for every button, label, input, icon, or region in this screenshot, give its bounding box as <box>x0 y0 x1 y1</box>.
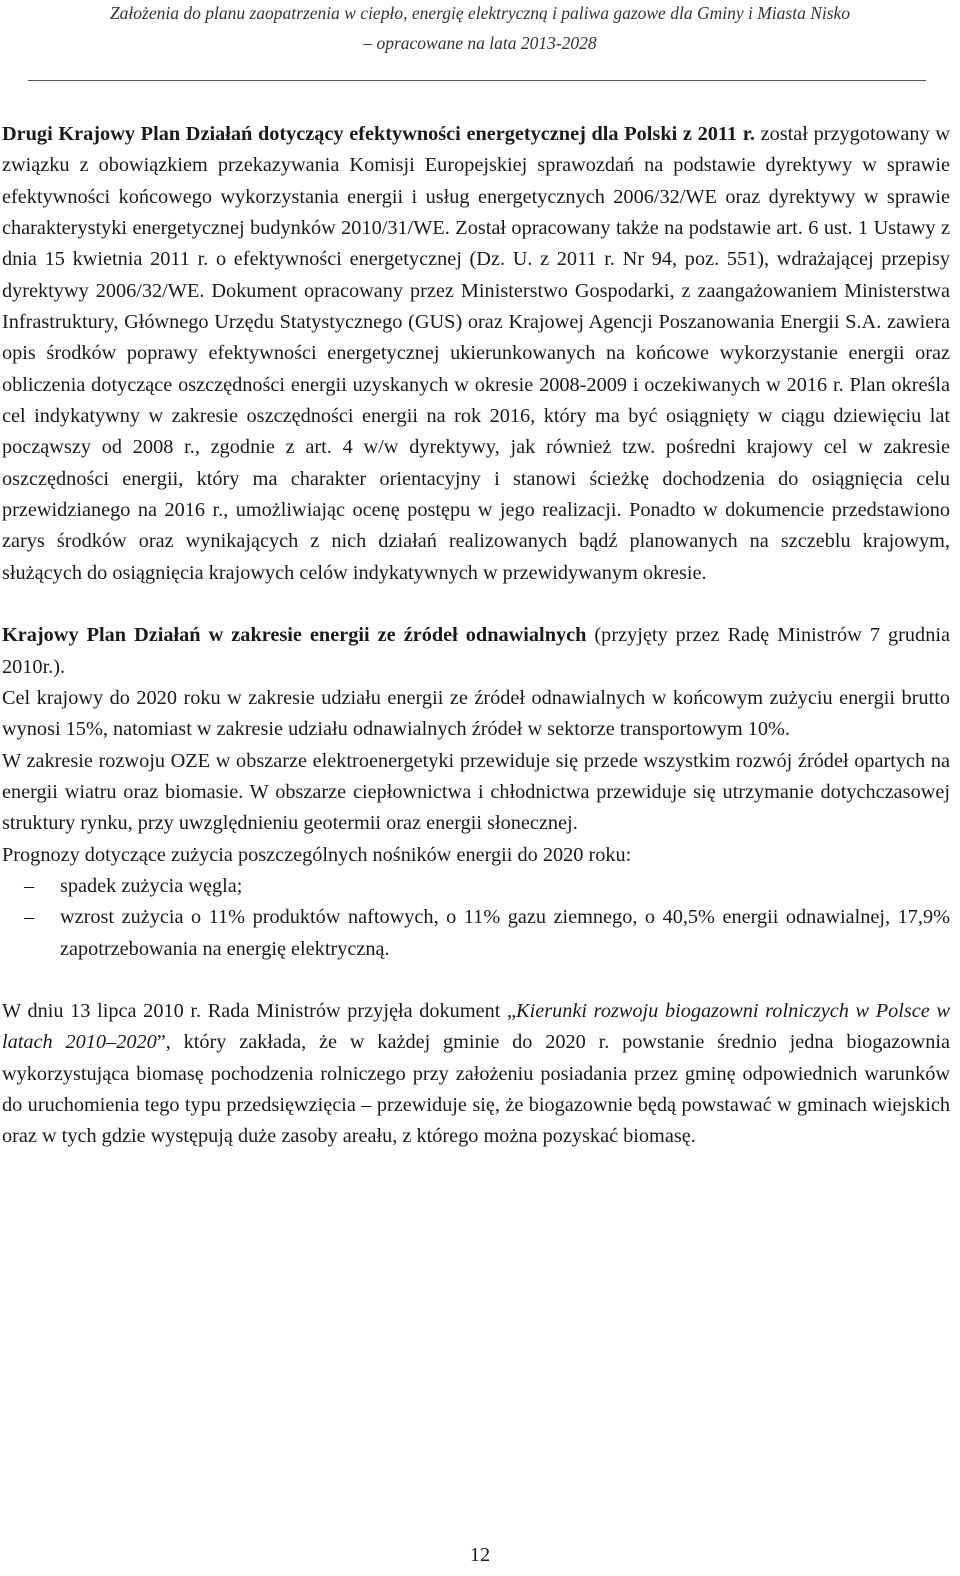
page-number: 12 <box>469 1544 491 1566</box>
section-renewables-plan <box>2 620 950 683</box>
list-item <box>2 902 950 965</box>
forecast-intro-paragraph: Prognozy dotyczące zużycia poszczególnych nośników energii do 2020 roku: <box>2 843 632 866</box>
renewables-target-paragraph: Cel krajowy do 2020 roku w zakresie udziału energii ze źródeł odnawialnych w końcowym zużyciu energii brutto wynosi 15%, natomiast w zakresie udziału odnawialnych źródeł w sektorze transportowym 10%. <box>2 686 950 741</box>
document-body <box>2 119 950 1153</box>
biogas-paragraph <box>2 996 950 1153</box>
header-subtitle: – opracowane na lata 2013-2028 <box>363 33 597 53</box>
biogas-document-title: Kierunki rozwoju biogazowni rolniczych w Polsce w latach 2010–2020 <box>2 999 950 1054</box>
header-title: Założenia do planu zaopatrzenia w ciepło, energię elektryczną i paliwa gazowe dla Gminy i Miasta Nisko <box>109 3 851 23</box>
dash-bullet: – <box>24 874 35 897</box>
dash-bullet: – <box>24 906 35 929</box>
biogas-text-after: ”, który zakłada, że w każdej gminie do 2020 r. powstanie średnio jedna biogazownia wykorzystująca biomasę pochodzenia rolniczego przy założeniu posiadania przez gminę odpowiednich warunków do uruchomienia tego typu przedsięwzięcia – przewiduje się, że biogazownie będą powstawać w gminach wiejskich oraz w tych gdzie występują duże zasoby areału, z którego można pozyskać biomasę. <box>2 1031 950 1148</box>
paragraph-gap <box>2 589 950 620</box>
list-item <box>2 871 950 902</box>
section-efficiency-plan <box>2 119 950 589</box>
biogas-text-before: W dniu 13 lipca 2010 r. Rada Ministrów przyjęła dokument „ <box>2 999 517 1022</box>
forecast-list <box>2 871 950 965</box>
list-item-text: wzrost zużycia o 11% produktów naftowych, o 11% gazu ziemnego, o 40,5% energii odnawialnej, 17,9% zapotrzebowania na energię elektryczną. <box>60 906 950 960</box>
paragraph-gap <box>2 965 950 996</box>
section-efficiency-plan-title: Drugi Krajowy Plan Działań dotyczący efektywności energetycznej dla Polski z 2011 r. <box>2 123 755 145</box>
renewables-development-paragraph: W zakresie rozwoju OZE w obszarze elektroenergetyki przewiduje się przede wszystkim rozwój źródeł opartych na energii wiatru oraz biomasie. W obszarze ciepłownictwa i chłodnictwa przewiduje się utrzymanie dotychczasowej struktury rynku, przy uwzględnieniu geotermii oraz energii słonecznej. <box>2 749 950 835</box>
section-efficiency-plan-text: został przygotowany w związku z obowiązkiem przekazywania Komisji Europejskiej sprawozdań na podstawie dyrektywy w sprawie efektywności końcowego wykorzystania energii i usług energetycznych 2006/32/WE oraz dyrektywy w sprawie charakterystyki energetycznej budynków 2010/31/WE. Został opracowany także na podstawie art. 6 ust. 1 Ustawy z dnia 15 kwietnia 2011 r. o efektywności energetycznej (Dz. U. z 2011 r. Nr 94, poz. 551), wdrażającej przepisy dyrektywy 2006/32/WE. Dokument opracowany przez Ministerstwo Gospodarki, z zaangażowaniem Ministerstwa Infrastruktury, Głównego Urzędu Statystycznego (GUS) oraz Krajowej Agencji Poszanowania Energii S.A. zawiera opis środków poprawy efektywności energetycznej ukierunkowanych na końcowe wykorzystanie energii oraz obliczenia dotyczące oszczędności energii uzyskanych w okresie 2008-2009 i oczekiwanych w 2016 r. Plan określa cel indykatywny w zakresie oszczędności energii na rok 2016, który ma być osiągnięty w ciągu dziewięciu lat począwszy od 2008 r., zgodnie z art. 4 w/w dyrektywy, jak również tzw. pośredni krajowy cel w zakresie oszczędności energii, który ma charakter orientacyjny i stanowi ścieżkę dochodzenia do osiągnięcia celu przewidzianego na 2016 r., umożliwiając ocenę postępu w jego realizacji. Ponadto w dokumencie przedstawiono zarys środków oraz wynikających z nich działań realizowanych bądź planowanych na szczeblu krajowym, służących do osiągnięcia krajowych celów indykatywnych w przewidywanym okresie. <box>2 123 950 584</box>
header-divider <box>28 80 926 81</box>
section-renewables-plan-subtitle: (przyjęty przez Radę Ministrów 7 grudnia 2010r.). <box>2 624 950 678</box>
section-renewables-plan-title: Krajowy Plan Działań w zakresie energii ze źródeł odnawialnych <box>2 624 587 647</box>
list-item-text: spadek zużycia węgla; <box>60 874 243 897</box>
